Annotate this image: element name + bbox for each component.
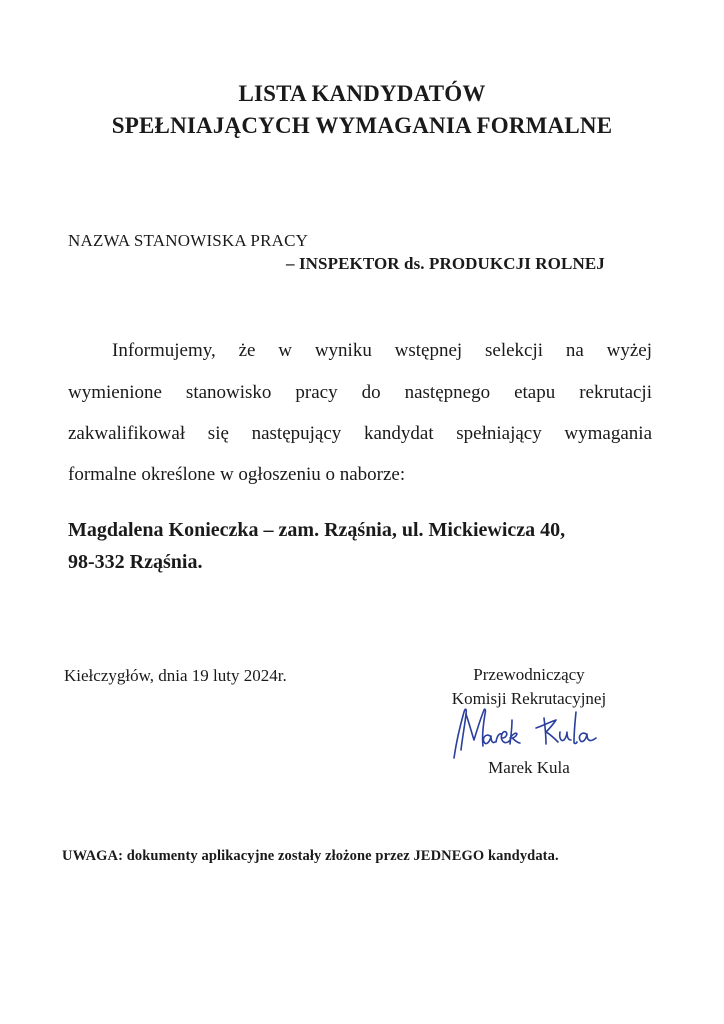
paragraph-line: wymienione stanowisko pracy do następnego etapu rekrutacji	[68, 382, 652, 403]
signatory-title-line1: Przewodniczący	[473, 665, 585, 684]
position-name: – INSPEKTOR ds. PRODUKCJI ROLNEJ	[286, 254, 605, 273]
place-and-date: Kiełczygłów, dnia 19 luty 2024r.	[64, 666, 287, 685]
paragraph-line: zakwalifikował się następujący kandydat spełniający wymagania	[68, 423, 652, 444]
position-label: NAZWA STANOWISKA PRACY	[68, 231, 309, 250]
notice-text: UWAGA: dokumenty aplikacyjne zostały złożone przez JEDNEGO kandydata.	[62, 848, 559, 864]
handwritten-signature	[446, 700, 626, 762]
signatory-name: Marek Kula	[488, 758, 570, 777]
candidate-line1: Magdalena Konieczka – zam. Rząśnia, ul. Mickiewicza 40,	[68, 519, 566, 541]
paragraph-line: Informujemy, że w wyniku wstępnej selekcji na wyżej	[112, 340, 652, 361]
document-title-line2: SPEŁNIAJĄCYCH WYMAGANIA FORMALNE	[111, 113, 613, 138]
candidate-line2: 98-332 Rząśnia.	[68, 551, 203, 573]
paragraph-line: formalne określone w ogłoszeniu o naborze:	[68, 464, 406, 485]
signatory-title-line2: Komisji Rekrutacyjnej	[451, 689, 607, 708]
document-title-line1: LISTA KANDYDATÓW	[238, 81, 486, 106]
